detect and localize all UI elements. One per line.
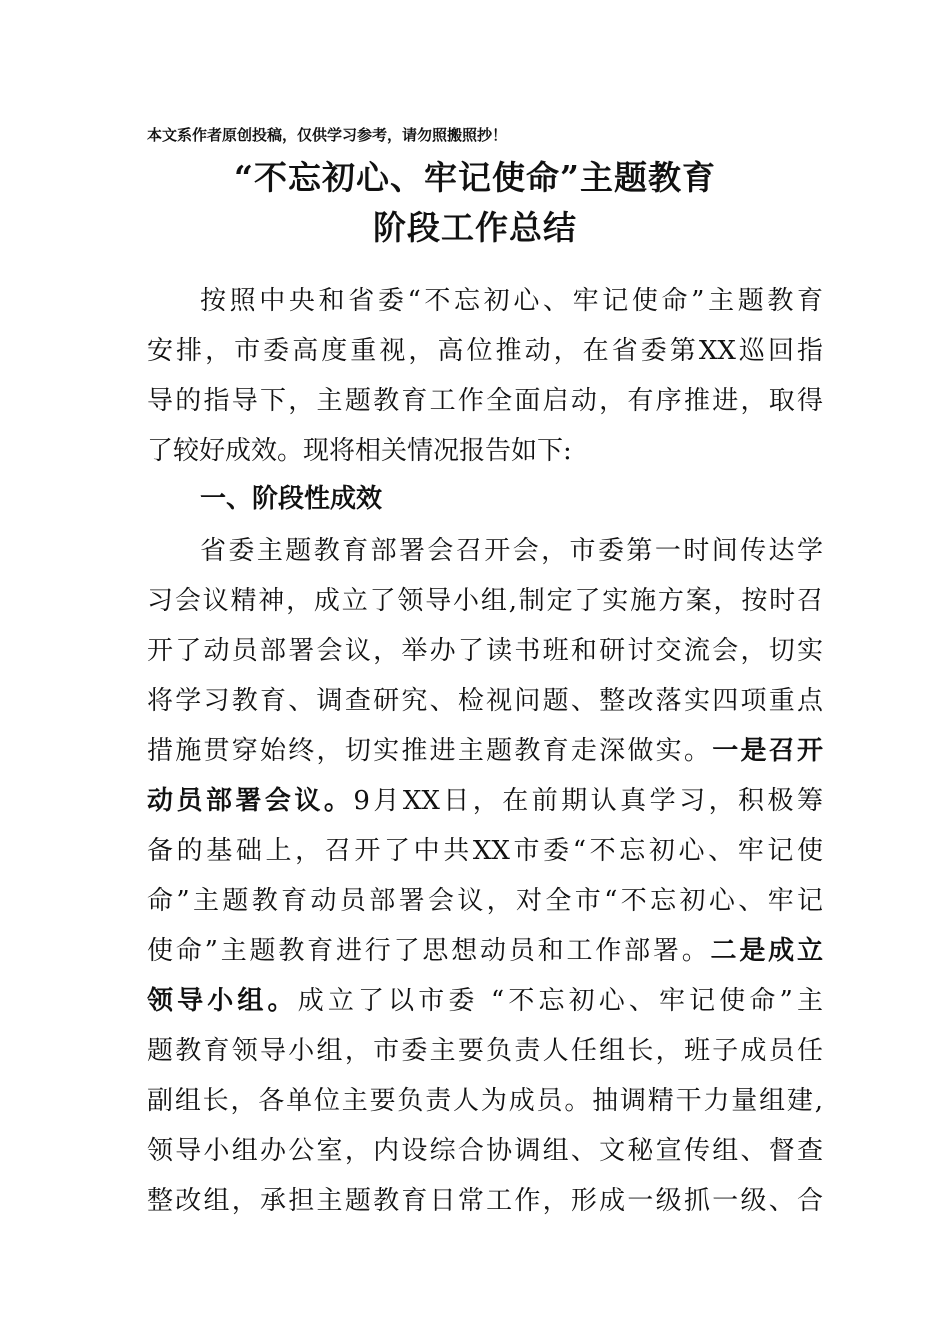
section-heading: 一、阶段性成效 (200, 484, 383, 514)
intro-line: 安排，市委高度重视，高位推动，在省委第XX巡回指 (147, 336, 823, 366)
body-line-mixed (147, 784, 823, 818)
body-line: 领导小组办公室，内设综合协调组、文秘宣传组、督查 (147, 1136, 823, 1166)
key-point-label: 二是成立 (710, 936, 823, 966)
body-line-mixed (147, 984, 823, 1018)
intro-line: 按照中央和省委“不忘初心、牢记使命”主题教育 (200, 286, 823, 316)
body-line: 题教育领导小组，市委主要负责人任组长，班子成员任 (147, 1036, 823, 1066)
body-text: 9月XX日，在前期认真学习，积极筹 (353, 786, 823, 816)
body-line: 将学习教育、调查研究、检视问题、整改落实四项重点 (147, 686, 823, 716)
body-text: 成立了以市委 “不忘初心、牢记使命”主 (297, 986, 823, 1016)
key-point-label: 领导小组。 (147, 986, 298, 1016)
key-point-label: 动员部署会议。 (147, 786, 354, 816)
body-line: 副组长，各单位主要负责人为成员。抽调精干力量组建, (147, 1086, 823, 1116)
document-title-line-1: “不忘初心、牢记使命”主题教育 (234, 158, 716, 197)
intro-line: 了较好成效。现将相关情况报告如下: (147, 436, 572, 466)
body-line-mixed (147, 934, 823, 968)
body-line: 开了动员部署会议，举办了读书班和研讨交流会，切实 (147, 636, 823, 666)
intro-line: 导的指导下，主题教育工作全面启动，有序推进，取得 (147, 386, 823, 416)
body-line: 命”主题教育动员部署会议，对全市“不忘初心、牢记 (147, 886, 823, 916)
body-line: 习会议精神，成立了领导小组,制定了实施方案，按时召 (147, 586, 823, 616)
body-line: 省委主题教育部署会召开会，市委第一时间传达学 (200, 536, 823, 566)
disclaimer-note: 本文系作者原创投稿，仅供学习参考，请勿照搬照抄！ (147, 126, 508, 144)
body-text: 使命”主题教育进行了思想动员和工作部署。 (147, 936, 711, 966)
body-line: 整改组，承担主题教育日常工作，形成一级抓一级、合 (147, 1186, 823, 1216)
body-text: 措施贯穿始终，切实推进主题教育走深做实。 (147, 736, 713, 766)
key-point-label: 一是召开 (712, 736, 823, 766)
document-title-line-2: 阶段工作总结 (373, 208, 577, 247)
body-line-mixed (147, 734, 823, 768)
body-line: 备的基础上，召开了中共XX市委“不忘初心、牢记使 (147, 836, 823, 866)
